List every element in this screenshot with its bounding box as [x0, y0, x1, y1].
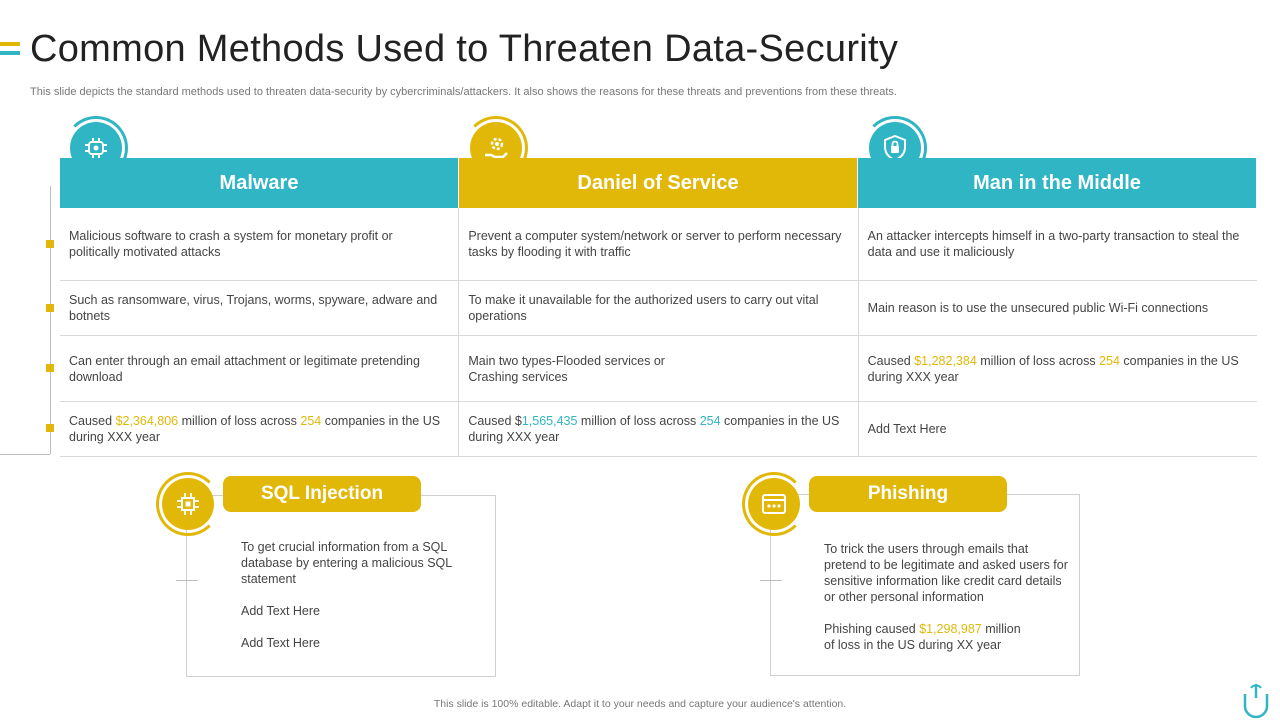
brand-logo-icon: [1240, 680, 1272, 725]
phishing-loss-text: of loss in the US during XX year: [824, 638, 1002, 652]
icon-ring: [156, 472, 220, 536]
table-cell: Prevent a computer system/network or server to perform necessary tasks by flooding it with traffic: [459, 208, 858, 280]
phishing-loss: [824, 621, 1068, 653]
loss-amount: $1,282,384: [914, 353, 977, 368]
column-header-malware: Malware: [60, 158, 459, 208]
table-row: [60, 336, 1257, 402]
table-cell: Can enter through an email attachment or legitimate pretending download: [60, 336, 459, 401]
cell-text: million of loss across: [577, 414, 700, 428]
row-bullet: [46, 240, 54, 248]
company-count: 254: [300, 414, 322, 428]
row-bullet: [46, 424, 54, 432]
company-count: 254: [1099, 353, 1120, 368]
table-row: [60, 402, 1257, 457]
threats-table: [60, 158, 1257, 457]
table-cell: Add Text Here: [867, 422, 947, 436]
icon-ring: [742, 472, 806, 536]
cell-text: million of loss across: [976, 353, 1100, 368]
left-bracket: [50, 186, 51, 454]
phishing-loss-text: million: [981, 622, 1021, 636]
table-row: [60, 281, 1257, 336]
table-cell: An attacker intercepts himself in a two-party transaction to steal the data and use it maliciously: [867, 229, 1240, 259]
loss-amount: $2,364,806: [115, 414, 179, 428]
table-cell: [459, 336, 858, 401]
sql-description: To get crucial information from a SQL database by entering a malicious SQL statement: [241, 540, 452, 586]
cell-text: million of loss across: [178, 414, 301, 428]
connector: [760, 580, 782, 581]
cell-text: Caused: [69, 414, 116, 428]
cell-text: Main two types-Flooded services or: [468, 353, 665, 368]
cell-text: companies in the US during XXX year: [69, 414, 441, 444]
footer-note: This slide is 100% editable. Adapt it to your needs and capture your audience's attention.: [433, 698, 847, 710]
column-header-dos: Daniel of Service: [459, 158, 858, 208]
table-row: [60, 208, 1257, 281]
sql-placeholder-1: Add Text Here: [241, 604, 320, 618]
table-cell: To make it unavailable for the authorized users to carry out vital operations: [459, 281, 858, 335]
connector: [176, 580, 198, 581]
table-cell: [60, 402, 459, 456]
table-cell: Main reason is to use the unsecured public Wi-Fi connections: [867, 301, 1209, 315]
page-title: Common Methods Used to Threaten Data-Security: [30, 28, 899, 70]
loss-amount: 1,565,435: [521, 414, 578, 428]
company-count: 254: [699, 414, 721, 428]
table-cell: Malicious software to crash a system for monetary profit or politically motivated attacks: [60, 208, 459, 280]
row-bullet: [46, 304, 54, 312]
left-bracket-bottom: [0, 454, 50, 455]
phishing-description: To trick the users through emails that pretend to be legitimate and asked users for sensitive information like credit card details or other personal information: [824, 542, 1068, 604]
cell-text: Caused: [867, 353, 915, 368]
column-header-mitm: Man in the Middle: [858, 158, 1257, 208]
accent-bars: [0, 42, 20, 60]
page-subtitle: This slide depicts the standard methods used to threaten data-security by cybercriminals/attackers. It also shows the reasons for these threats and preventions from these threats.: [30, 86, 897, 98]
loss-amount: $1,298,987: [919, 622, 982, 636]
table-header: [60, 158, 1257, 208]
phishing-loss-text: Phishing caused: [824, 622, 920, 636]
cell-text: Caused $: [468, 414, 522, 428]
row-bullet: [46, 364, 54, 372]
table-cell: [859, 336, 1257, 401]
sql-placeholder-2: Add Text Here: [241, 636, 320, 650]
table-cell: Such as ransomware, virus, Trojans, worms, spyware, adware and botnets: [60, 281, 459, 335]
phishing-text: [824, 541, 1068, 653]
cell-text: Crashing services: [468, 369, 568, 384]
phishing-title: Phishing: [809, 476, 1007, 512]
sql-injection-title: SQL Injection: [223, 476, 421, 512]
table-cell: [459, 402, 858, 456]
sql-injection-text: [241, 539, 477, 667]
cell-text: companies in the US during XXX year: [867, 353, 1239, 384]
cell-text: companies in the US during XXX year: [468, 414, 840, 444]
